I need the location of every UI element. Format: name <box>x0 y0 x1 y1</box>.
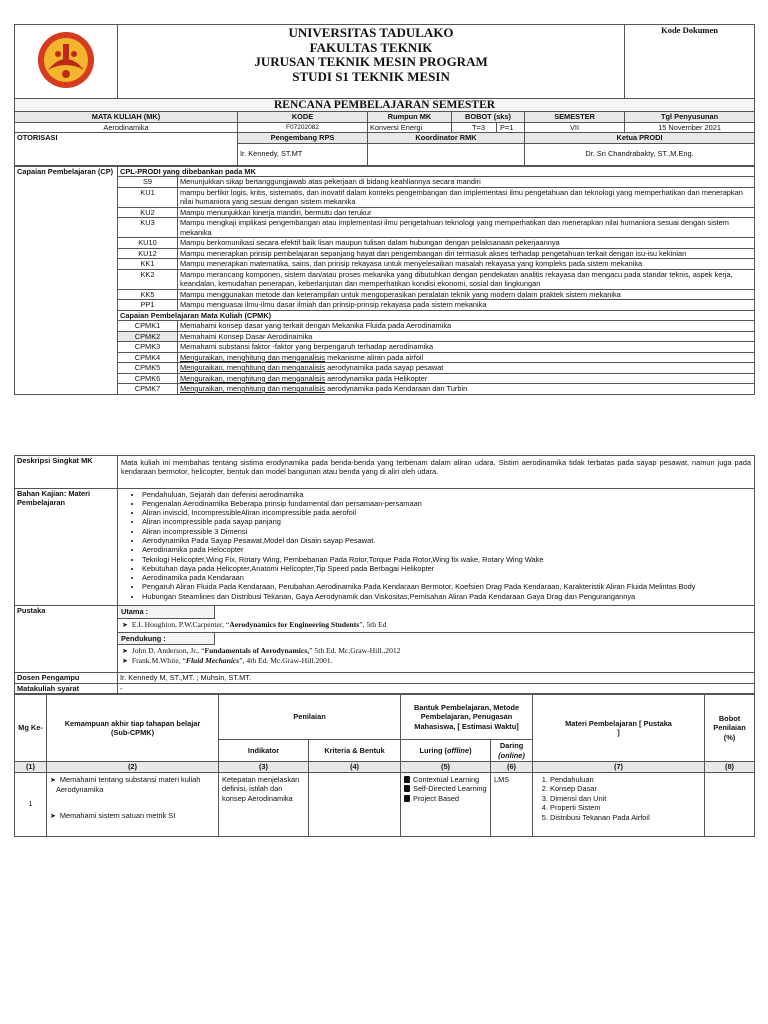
page-gap <box>14 395 754 455</box>
reference-author: Frank.M.White, “ <box>131 656 186 666</box>
cpl-code: S9 <box>118 177 178 188</box>
cpmk-text <box>178 373 755 384</box>
cpmk-row <box>15 331 755 342</box>
bullet-arrow-icon: ➤ <box>122 620 128 629</box>
cpmk-desc: Memahami Konsep Dasar Aerodinamika <box>180 331 313 341</box>
plan-row1-week: 1 <box>15 772 47 836</box>
materi-item: 5. Distribusi Tekanan Pada Airfoil <box>550 813 701 823</box>
plan-indikator-header: Indikator <box>219 740 309 762</box>
cpl-code: KK2 <box>118 269 178 289</box>
dosen-label: Dosen Pengampu <box>15 673 118 684</box>
cpmk-text <box>178 384 755 395</box>
reference-title: Fundamentals of Aerodynamics, <box>204 646 310 656</box>
cp-section-label: Capaian Pembelajaran (CP) <box>15 166 118 394</box>
reference-title: Fluid Mechanics <box>185 656 240 666</box>
reference-item <box>118 620 754 630</box>
reference-edition: ”, 5th Ed <box>359 619 387 629</box>
dosen-value: Ir. Kennedy M, ST.,MT. ; Muhsin, ST.MT. <box>118 673 755 684</box>
document-code-label: Kode Dokumen <box>625 25 755 99</box>
reference-edition: ”, 4th Ed. Mc.Graw-Hill.2001. <box>239 656 333 666</box>
cpmk-code: CPMK7 <box>118 384 178 395</box>
cpl-row <box>15 218 755 238</box>
pustaka-utama-label: Utama : <box>118 606 215 619</box>
bahan-item: • Aerodynamika Pada Sayap Pesawat,Model dan Disain sayap Pesawat. <box>142 536 752 545</box>
reference-item <box>118 646 754 656</box>
bahan-cell <box>118 488 755 606</box>
materi-item: 2. Konsep Dasar <box>550 784 701 794</box>
luring-item <box>404 784 487 794</box>
program-name: STUDI S1 TEKNIK MESIN <box>292 68 450 84</box>
plan-daring-header <box>491 740 533 762</box>
pustaka-label: Pustaka <box>15 606 118 673</box>
bullet-arrow-icon: ➤ <box>50 812 56 820</box>
cpmk-verb: Menguraikan, menghitung dan menganalisis <box>180 352 326 362</box>
bahan-item: • Teknlogi Helicopter,Wing Fix, Rotary Wing, Pembebanan Pada Rotor,Torque Pada Rotor,Wing fix wake, Rotary Wing Wake <box>142 555 752 564</box>
cpmk-row <box>15 384 755 395</box>
bahan-item: • Pengenalan Aerodinamika Beberapa prinsip fundamental dan persamaan-persamaan <box>142 499 752 508</box>
plan-penilaian-header: Penilaian <box>219 695 401 740</box>
pengembang-label: Pengembang RPS <box>238 133 368 144</box>
cpl-text: Mampu mengkaji implikasi pengembangan atau implementasi ilmu pengetahuan teknologi yang memperhatikan dan menerapkan nilai humaniora sesuai dengan sistem mekanika <box>178 218 755 238</box>
bahan-label: Bahan Kajian: Materi Pembelajaran <box>15 488 118 606</box>
cpmk-verb: Menguraikan, menghitung dan menganalisis <box>180 384 326 393</box>
university-logo-icon <box>36 30 96 90</box>
course-rumpun: Konversi Energi <box>368 122 452 133</box>
plan-row1-kemampuan-2-text: Memahami sistem satuan metrik SI <box>59 810 176 820</box>
materi-item: 1. Pendahuluan <box>550 775 701 785</box>
col-semester-header: SEMESTER <box>525 112 625 123</box>
weekly-plan-table <box>14 694 755 837</box>
plan-luring-c: ) <box>469 745 472 755</box>
bahan-item: • Aerodinamika pada Helocopter <box>142 545 752 554</box>
bullet-arrow-icon: ➤ <box>122 657 128 666</box>
bahan-item: • Aliran inviscid, IncompressibleAliran incompressible pada aerofoil <box>142 508 752 517</box>
plan-luring-a: Luring ( <box>419 745 448 755</box>
ketua-name: Dr. Sri Chandrabakty, ST.,M.Eng. <box>525 143 755 165</box>
cpl-text: Mampu merancang komponen, sistem dan/atau proses mekanika yang dibutuhkan dengan pendekatan analitis rekayasa dan mengacu pada standar teknis, aspek kerja, keandalan, kemudahan penerapan, keberlanjutan dan memperhatikan kondisi ekonomi, sosial dan lingkungan <box>178 269 755 289</box>
cpl-code: KU1 <box>118 187 178 207</box>
cpmk-text <box>178 331 755 342</box>
col-mk-header: MATA KULIAH (MK) <box>15 112 238 123</box>
plan-row1-bobot <box>705 772 755 836</box>
bahan-item: • Pengaruh Aliran Fluida Pada Kendaraan, Perubahan Aerodinamika Pada Kendaraan Bermotor, Koefsien Drag Pada Kendaraan, Karakteristik Aliran Fluida Melintas Body <box>142 582 752 591</box>
cpl-row <box>15 300 755 311</box>
bahan-item: • Aliran incompressible 3 Dimensi <box>142 527 752 536</box>
ketua-label: Ketua PRODI <box>525 133 755 144</box>
bahan-item: • Kebutuhan daya pada Helicopter,Anatomi Helicopter,Tip Speed pada Berbagai Helikopter <box>142 564 752 573</box>
deskripsi-text: Mata kuliah ini membahas tentang sistima erodynamika pada benda-benda yang terbenam dalam aliran udara. Sistim aerodinamika tidak terbatas pada sayap pesawat, namun juga pada kendaraan bermotor, helicopter, bentuk dan model bangunan atau benda yang di aliri oleh udara. <box>118 455 755 488</box>
cpmk-desc: Memahami substansi faktor -faktor yang berpengaruh terhadap aerodinamika <box>180 342 434 351</box>
checkbox-bullet-icon <box>404 785 410 792</box>
plan-luring-b: offline <box>447 745 470 755</box>
reference-author: John D. Anderson, Jr., “ <box>131 646 205 656</box>
syarat-value: - <box>118 683 755 694</box>
cpmk-text <box>178 342 755 353</box>
cpmk-code: CPMK3 <box>118 342 178 353</box>
materi-item: 4. Properti Sistem <box>550 803 701 813</box>
course-name: Aerodinamika <box>15 122 238 133</box>
cpl-text: Menunjukkan sikap bertanggungjawab atas pekerjaan di bidang keahliannya secara mandiri <box>178 177 755 188</box>
cpmk-code: CPMK5 <box>118 363 178 374</box>
cpmk-text <box>178 321 755 332</box>
koordinator-name <box>368 143 525 165</box>
plan-column-number: (4) <box>309 762 401 773</box>
cpl-code: KK1 <box>118 259 178 270</box>
cpl-code: KU12 <box>118 248 178 259</box>
cpmk-row <box>15 352 755 363</box>
bahan-list <box>120 490 752 602</box>
cpmk-verb: Menguraikan, menghitung dan menganalisis <box>180 373 326 383</box>
cpl-row <box>15 269 755 289</box>
university-heading <box>118 25 625 99</box>
cpl-row <box>15 187 755 207</box>
plan-column-number: (2) <box>47 762 219 773</box>
plan-row1-materi-list <box>536 775 701 823</box>
faculty-name: FAKULTAS TEKNIK <box>309 39 433 55</box>
col-rumpun-header: Rumpun MK <box>368 112 452 123</box>
pustaka-pendukung-label: Pendukung : <box>118 633 215 646</box>
bahan-item: • Hubungan Steamlines dan Distribusi Tekanan, Gaya Aerodynamik dan Viskositas,Pemisahan Aliran Pada Kendaraan Gaya Drag dan Pengurangannya <box>142 592 752 601</box>
cpl-code: KK5 <box>118 289 178 300</box>
cpl-text: Mampu menerapkan matematika, sains, dan prinsip rekayasa untuk menyelesaikan masalah rekayasa yang kompleks pada sistem mekanika <box>178 259 755 270</box>
plan-column-number: (5) <box>401 762 491 773</box>
bahan-item: • Aerodinamika pada Kendaraan <box>142 573 752 582</box>
col-tgl-header: Tgl Penyusunan <box>625 112 755 123</box>
cpl-text: mampu berfikir logis, kritis, sistematis, dan inovatif dalam konteks pengembangan dan implementasi ilmu pengetahuan dan teknologi yang memperhatikan dan menerapkan nilai humaniora yang sesuai dengan sistem mekanika <box>178 187 755 207</box>
cpmk-desc: aerodynamika pada Kendaraan dan Turbin <box>325 384 468 393</box>
reference-edition: ” 5th Ed. Mc.Graw-Hill.,2012 <box>309 646 401 656</box>
cpmk-code: CPMK1 <box>118 321 178 332</box>
col-kode-header: KODE <box>238 112 368 123</box>
bahan-item: • Aliran incompressible pada sayap panjang <box>142 517 752 526</box>
cpmk-row <box>15 363 755 374</box>
plan-column-number: (1) <box>15 762 47 773</box>
cpl-row <box>15 238 755 249</box>
plan-column-number: (3) <box>219 762 309 773</box>
plan-column-number: (8) <box>705 762 755 773</box>
bullet-arrow-icon: ➤ <box>50 776 56 784</box>
cpl-code: KU10 <box>118 238 178 249</box>
luring-item-text: Self-Directed Learning <box>413 784 487 794</box>
plan-row1-materi <box>533 772 705 836</box>
cpmk-row <box>15 321 755 332</box>
cpmk-code: CPMK4 <box>118 352 178 363</box>
plan-mg-header: Mg Ke- <box>15 695 47 762</box>
cpl-row <box>15 289 755 300</box>
department-name: JURUSAN TEKNIK MESIN PROGRAM <box>254 54 488 69</box>
luring-item <box>404 794 487 804</box>
pengembang-name: Ir. Kennedy, ST.MT <box>238 143 368 165</box>
plan-bobot-header: Bobot Penilaian (%) <box>705 695 755 762</box>
pustaka-pendukung-list <box>118 645 754 672</box>
luring-item-text: Project Based <box>413 793 460 803</box>
cpmk-desc: Memahami konsep dasar yang terkait dengan Mekanika Fluida pada Aerodinamika <box>180 321 452 330</box>
cpmk-desc: mekanisme aliran pada airfoil <box>325 352 424 362</box>
plan-kriteria-header: Kriteria & Bentuk <box>309 740 401 762</box>
course-detail-table <box>14 455 755 695</box>
reference-author: E.L Houghton, P.W.Carpenter, “ <box>131 619 230 629</box>
luring-item-text: Contextual Learning <box>413 774 480 784</box>
syarat-label: Matakuliah syarat <box>15 683 118 694</box>
pustaka-utama-list <box>118 619 754 633</box>
cpl-text: Mampu menggunakan metode dan keterampilan untuk mengoperasikan peralatan teknik yang modern dalam praktek sistem mekanika <box>178 289 755 300</box>
cpmk-text <box>178 363 755 374</box>
course-bobot <box>452 122 525 133</box>
bahan-item: • Pendahuluan, Sejarah dan defenisi aerodinamika <box>142 490 752 499</box>
plan-luring-header <box>401 740 491 762</box>
cpmk-text <box>178 352 755 363</box>
cpmk-row <box>15 373 755 384</box>
cpmk-header: Capaian Pembelajaran Mata Kuliah (CPMK) <box>118 310 755 321</box>
course-code: F07202082 <box>238 122 368 133</box>
cpl-code: KU3 <box>118 218 178 238</box>
cpl-code: KU2 <box>118 207 178 218</box>
rps-page <box>14 24 754 837</box>
plan-row1-kemampuan-2 <box>50 811 215 822</box>
plan-column-numbers <box>15 762 755 773</box>
plan-row1-kemampuan-1-text: Memahami tentang substansi materi kuliah Aerodynamika <box>56 774 201 795</box>
plan-bantuk-header: Bantuk Pembelajaran, Metode Pembelajaran, Penugasan Mahasiswa, [ Estimasi Waktu] <box>401 695 533 740</box>
cpmk-code: CPMK2 <box>118 331 178 342</box>
plan-column-number: (6) <box>491 762 533 773</box>
checkbox-bullet-icon <box>404 795 410 802</box>
materi-item: 3. Dimensi dan Unit <box>550 794 701 804</box>
cpl-text: Mampu menunjukkan kinerja mandiri, bermutu dan terukur <box>178 207 755 218</box>
reference-title: Aerodynamics for Engineering Students <box>229 619 360 629</box>
plan-row1-indikator: Ketepatan menjelaskan definisi, istilah dan konsep Aerodinamika <box>219 772 309 836</box>
bobot-teori: T=3 <box>472 122 485 132</box>
cpmk-code: CPMK6 <box>118 373 178 384</box>
course-date: 15 November 2021 <box>625 122 755 133</box>
bobot-praktik: P=1 <box>496 123 524 133</box>
course-semester: VII <box>525 122 625 133</box>
deskripsi-label: Deskripsi Singkat MK <box>15 455 118 488</box>
checkbox-bullet-icon <box>404 776 410 783</box>
cpmk-header-row <box>15 310 755 321</box>
cpmk-desc: aerodynamika pada sayap pesawat <box>325 363 444 372</box>
luring-item <box>404 775 487 785</box>
cp-table <box>14 166 755 395</box>
cp-body <box>15 166 755 394</box>
pustaka-cell <box>118 606 755 673</box>
reference-item <box>118 656 754 666</box>
plan-row1-daring: LMS <box>491 772 533 836</box>
plan-materi-header: Materi Pembelajaran [ Pustaka ] <box>533 695 705 762</box>
cpl-row <box>15 177 755 188</box>
plan-row1-kriteria <box>309 772 401 836</box>
bullet-arrow-icon: ➤ <box>122 647 128 656</box>
plan-daring-b: (online) <box>498 750 525 760</box>
cpl-text: Mampu berkomunikasi secara efektif baik lisan maupun tulisan dalam hubungan dengan pelaksanaan pekerjaannya <box>178 238 755 249</box>
cpl-row <box>15 207 755 218</box>
cpl-code: PP1 <box>118 300 178 311</box>
plan-column-number: (7) <box>533 762 705 773</box>
cpl-header: CPL-PRODI yang dibebankan pada MK <box>118 166 755 177</box>
plan-row1-kemampuan <box>47 772 219 836</box>
university-name: UNIVERSITAS TADULAKO <box>288 25 454 40</box>
otorisasi-label: OTORISASI <box>15 133 238 166</box>
plan-kemampuan-header: Kemampuan akhir tiap tahapan belajar (Sub-CPMK) <box>47 695 219 762</box>
col-bobot-header: BOBOT (sks) <box>452 112 525 123</box>
plan-daring-a: Daring <box>499 741 524 751</box>
rps-title: RENCANA PEMBELAJARAN SEMESTER <box>15 99 755 112</box>
cpmk-verb: Menguraikan, menghitung dan menganalisis <box>180 363 326 372</box>
rps-header-table <box>14 24 755 166</box>
cpl-row <box>15 248 755 259</box>
cpl-row <box>15 259 755 270</box>
cpl-text: Mampu menerapkan prinsip pembelajaran sepanjang hayat dan pengembangan diri termasuk akses terhadap pengetahuan terkait dengan isu-isu kekinian <box>178 248 755 259</box>
cpmk-desc: aerodynamika pada Helikopter <box>325 373 428 383</box>
university-logo-cell <box>15 25 118 99</box>
cpl-text: Mampu menguasai ilmu-ilmu dasar ilmiah dan prinsip-prinsip rekayasa pada sistem mekanika <box>178 300 755 311</box>
koordinator-label: Koordinator RMK <box>368 133 525 144</box>
plan-row1-kemampuan-1 <box>50 775 215 795</box>
cpmk-row <box>15 342 755 353</box>
plan-row1-luring <box>401 772 491 836</box>
